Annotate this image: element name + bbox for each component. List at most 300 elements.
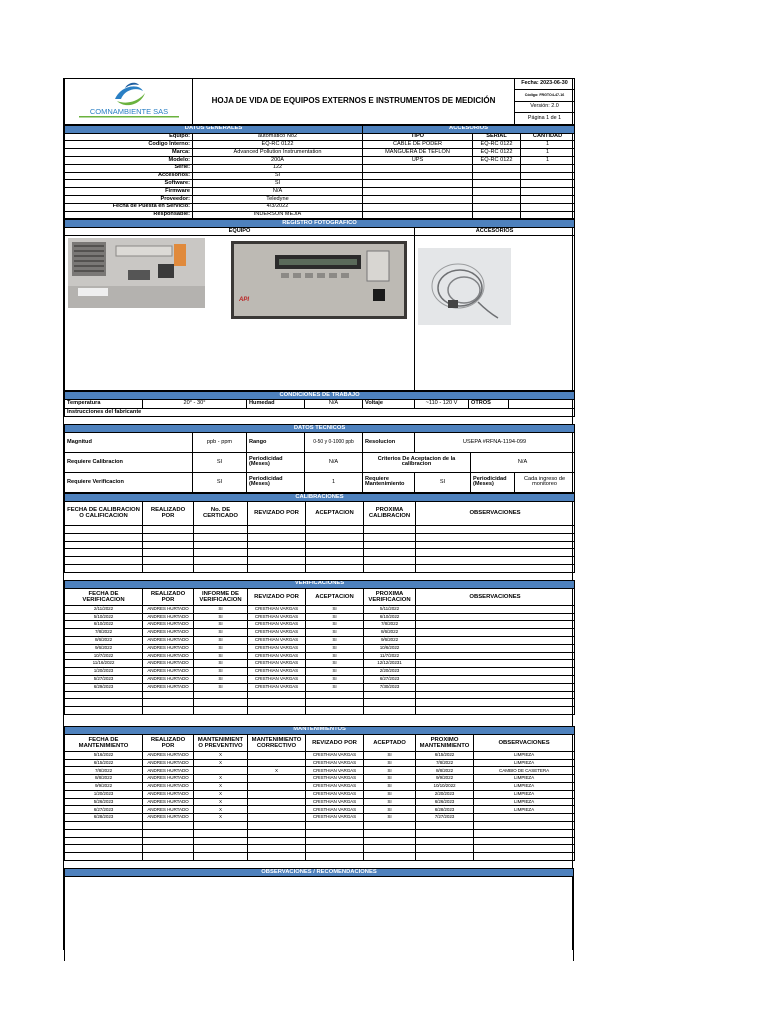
verification-cell	[416, 668, 575, 676]
requires-verification-value: SI	[193, 472, 247, 492]
maintenance-cell: ANDRES HURTADO	[143, 767, 194, 775]
accessory-cell	[473, 203, 521, 211]
verification-row	[65, 683, 575, 691]
verification-cell	[416, 683, 575, 691]
calibration-row	[65, 564, 575, 572]
calibration-row	[65, 533, 575, 541]
technical-data-table	[64, 424, 575, 493]
calibration-cell	[194, 557, 248, 565]
general-data-row	[65, 133, 575, 141]
general-data-row	[65, 172, 575, 180]
verification-cell: SI	[194, 668, 248, 676]
field-label: Codigo Interno:	[65, 141, 193, 149]
calibration-cell	[248, 549, 306, 557]
verification-cell	[416, 629, 575, 637]
maintenance-cell	[474, 829, 575, 837]
verification-header: REALIZADO POR	[143, 588, 194, 605]
maintenance-cell: CRISTHIAN VARGAS	[306, 798, 364, 806]
calibration-period-label: Periodicidad (Meses)	[247, 452, 305, 472]
verification-cell	[65, 691, 143, 699]
verification-cell: ANDRES HURTADO	[143, 605, 194, 613]
verification-cell: SI	[194, 652, 248, 660]
accessory-cell	[473, 164, 521, 172]
verification-cell	[65, 699, 143, 707]
verification-cell	[364, 699, 416, 707]
verification-header: OBSERVACIONES	[416, 588, 575, 605]
accessory-cell	[521, 211, 575, 219]
calibration-cell	[364, 541, 416, 549]
accessory-cell: UPS	[363, 156, 473, 164]
field-value: N/A	[193, 188, 363, 196]
maintenance-cell	[416, 845, 474, 853]
verification-row	[65, 605, 575, 613]
verification-cell: SI	[306, 613, 364, 621]
photo-accesorios-label: ACCESORIOS	[415, 228, 575, 236]
accessory-cell: EQ-RC 0122	[473, 156, 521, 164]
verification-cell: 8/6/2022	[364, 629, 416, 637]
calibration-header: REALIZADO POR	[143, 501, 194, 525]
maintenance-cell: LIMPIEZA	[474, 798, 575, 806]
maintenance-cell	[194, 767, 248, 775]
verification-cell	[416, 675, 575, 683]
maintenance-cell: 9/9/2022	[416, 775, 474, 783]
field-label: Software:	[65, 180, 193, 188]
verification-cell: 9/6/2022	[65, 644, 143, 652]
maintenance-cell: LIMPIEZA	[474, 806, 575, 814]
accessory-cell	[521, 188, 575, 196]
maintenance-cell: SI	[364, 751, 416, 759]
maintenance-cell: 6/27/2023	[65, 806, 143, 814]
maintenance-cell: 10/10/2022	[416, 783, 474, 791]
verification-cell: 5/11/2022	[364, 605, 416, 613]
verification-cell: 11/7/2022	[364, 652, 416, 660]
calibration-cell	[416, 541, 575, 549]
verification-cell: 7/8/2022	[364, 621, 416, 629]
maintenance-cell: CRISTHIAN VARGAS	[306, 767, 364, 775]
accessory-cell: MANGUERA DE TEFLON	[363, 149, 473, 157]
verification-row	[65, 621, 575, 629]
document-title: HOJA DE VIDA DE EQUIPOS EXTERNOS E INSTRUMENTOS DE MEDICIÓN	[193, 79, 515, 125]
maintenance-cell: 5/26/2023	[65, 798, 143, 806]
general-data-row	[65, 141, 575, 149]
maintenance-cell	[248, 759, 306, 767]
calibration-cell	[194, 525, 248, 533]
verification-cell: CRISTHIAN VARGAS	[248, 629, 306, 637]
maintenance-cell	[364, 853, 416, 861]
maintenance-cell	[143, 829, 194, 837]
calibration-cell	[143, 557, 194, 565]
requires-calibration-value: SI	[193, 452, 247, 472]
verification-cell	[416, 644, 575, 652]
verification-cell	[364, 707, 416, 715]
verification-row	[65, 707, 575, 715]
maintenance-cell: SI	[364, 806, 416, 814]
work-conditions-table	[64, 391, 575, 417]
maintenance-cell: CRISTHIAN VARGAS	[306, 759, 364, 767]
equipment-front-photo	[231, 241, 407, 319]
verification-cell: CRISTHIAN VARGAS	[248, 652, 306, 660]
maintenance-header: REVIZADO POR	[306, 734, 364, 751]
verification-cell: 1/20/2023	[65, 668, 143, 676]
maintenance-cell: CRISTHIAN VARGAS	[306, 806, 364, 814]
maintenance-cell: 7/27/2023	[416, 814, 474, 822]
maintenance-cell: 7/8/2022	[416, 759, 474, 767]
calibration-cell	[306, 564, 364, 572]
verification-cell: CRISTHIAN VARGAS	[248, 621, 306, 629]
calibration-row	[65, 525, 575, 533]
verification-cell: 6/10/2022	[65, 621, 143, 629]
verification-row	[65, 636, 575, 644]
field-value: automatico No2	[193, 133, 363, 141]
maintenance-cell	[364, 837, 416, 845]
maintenance-cell	[194, 845, 248, 853]
verification-cell: SI	[194, 629, 248, 637]
verification-cell: SI	[194, 605, 248, 613]
general-data-row	[65, 203, 575, 211]
requires-maintenance-label: Requiere Mantenimiento	[363, 472, 415, 492]
verification-cell: SI	[306, 652, 364, 660]
calibration-cell	[364, 525, 416, 533]
maintenance-cell: ANDRES HURTADO	[143, 759, 194, 767]
company-name: COMNAMBIENTE SAS	[89, 107, 168, 116]
maintenance-cell: ANDRES HURTADO	[143, 798, 194, 806]
maintenance-cell: 1/20/2023	[65, 790, 143, 798]
accessory-cell: 1	[521, 141, 575, 149]
maintenance-cell: X	[194, 783, 248, 791]
verification-cell: ANDRES HURTADO	[143, 629, 194, 637]
maintenance-header: REALIZADO POR	[143, 734, 194, 751]
maintenance-row	[65, 767, 575, 775]
maintenance-cell	[306, 853, 364, 861]
verification-cell	[143, 699, 194, 707]
verification-cell: SI	[306, 683, 364, 691]
maintenance-row	[65, 845, 575, 853]
maintenance-cell: LIMPIEZA	[474, 759, 575, 767]
maintenance-cell: ANDRES HURTADO	[143, 790, 194, 798]
verification-cell: CRISTHIAN VARGAS	[248, 636, 306, 644]
verification-cell: ANDRES HURTADO	[143, 644, 194, 652]
calibration-cell	[194, 541, 248, 549]
field-label: Fecha de Puesta en Servicio:	[65, 203, 193, 211]
maintenance-cell	[416, 837, 474, 845]
maintenance-cell: 8/8/2022	[416, 767, 474, 775]
maintenance-cell: 2/20/2023	[416, 790, 474, 798]
maintenance-cell	[364, 845, 416, 853]
field-value: 200A	[193, 156, 363, 164]
verification-cell: SI	[194, 675, 248, 683]
verification-cell: ANDRES HURTADO	[143, 621, 194, 629]
magnitude-value: ppb - ppm	[193, 432, 247, 452]
calibration-row	[65, 549, 575, 557]
calibration-cell	[65, 549, 143, 557]
verification-row	[65, 629, 575, 637]
verification-period-label: Periodicidad (Meses)	[247, 472, 305, 492]
maintenance-cell: 8/8/2022	[65, 775, 143, 783]
verification-cell	[416, 621, 575, 629]
maintenance-cell	[65, 822, 143, 830]
maintenance-cell: SI	[364, 790, 416, 798]
maintenance-header: MANTENIMIENTO CORRECTIVO	[248, 734, 306, 751]
general-data-row	[65, 164, 575, 172]
calibration-header: ACEPTACION	[306, 501, 364, 525]
verification-cell: CRISTHIAN VARGAS	[248, 660, 306, 668]
verification-cell: SI	[306, 605, 364, 613]
field-value: INDERSON MEJIA	[193, 211, 363, 219]
verification-cell: 5/10/2022	[65, 613, 143, 621]
general-data-title: DATOS GENERALES	[65, 125, 363, 133]
general-data-row	[65, 156, 575, 164]
calibration-cell	[143, 549, 194, 557]
accessory-cell	[363, 211, 473, 219]
requires-calibration-label: Requiere Calibracion	[65, 452, 193, 472]
verification-cell	[364, 691, 416, 699]
verification-cell: SI	[306, 636, 364, 644]
equipment-photos-cell	[65, 236, 415, 391]
maintenance-cell: CAMBIO DE CASETERA	[474, 767, 575, 775]
maintenance-cell	[248, 822, 306, 830]
verification-cell	[416, 691, 575, 699]
calibration-cell	[364, 533, 416, 541]
calibration-row	[65, 541, 575, 549]
verification-row	[65, 644, 575, 652]
accessory-cell	[473, 180, 521, 188]
accessory-header: CANTIDAD	[521, 133, 575, 141]
calibration-period-value: N/A	[305, 452, 363, 472]
verification-cell	[416, 707, 575, 715]
calibration-cell	[416, 533, 575, 541]
equipment-record-sheet	[63, 78, 573, 950]
verification-cell: CRISTHIAN VARGAS	[248, 605, 306, 613]
maintenance-cell	[143, 837, 194, 845]
maintenance-cell: SI	[364, 775, 416, 783]
verification-header: REVIZADO POR	[248, 588, 306, 605]
verification-cell: CRISTHIAN VARGAS	[248, 644, 306, 652]
verification-cell: SI	[306, 621, 364, 629]
accessory-cell	[363, 188, 473, 196]
maintenance-cell: X	[194, 798, 248, 806]
observations-table	[64, 868, 574, 961]
maintenance-cell: ANDRES HURTADO	[143, 751, 194, 759]
verification-cell: ANDRES HURTADO	[143, 683, 194, 691]
verification-cell	[194, 707, 248, 715]
verification-cell: SI	[194, 644, 248, 652]
calibrations-table	[64, 493, 575, 573]
verification-cell: SI	[306, 629, 364, 637]
requires-verification-label: Requiere Verificacion	[65, 472, 193, 492]
doc-date: Fecha: 2023-06-30	[515, 79, 575, 90]
field-label: Modelo:	[65, 156, 193, 164]
maintenance-cell: X	[248, 767, 306, 775]
general-data-row	[65, 180, 575, 188]
calibration-header: OBSERVACIONES	[416, 501, 575, 525]
verification-row	[65, 699, 575, 707]
accessory-cell	[363, 180, 473, 188]
maintenance-cell	[306, 845, 364, 853]
general-data-row	[65, 195, 575, 203]
verification-cell: CRISTHIAN VARGAS	[248, 675, 306, 683]
maintenance-cell: ANDRES HURTADO	[143, 783, 194, 791]
maintenance-cell: SI	[364, 767, 416, 775]
general-data-row	[65, 211, 575, 219]
maintenance-cell: ANDRES HURTADO	[143, 806, 194, 814]
maintenance-cell: 6/28/2023	[416, 806, 474, 814]
accessory-cell	[521, 164, 575, 172]
maintenance-cell	[194, 853, 248, 861]
verification-row	[65, 668, 575, 676]
verification-cell	[416, 699, 575, 707]
verification-cell	[194, 699, 248, 707]
maintenance-row	[65, 822, 575, 830]
accessory-cell: CABLE DE PODER	[363, 141, 473, 149]
calibration-cell	[194, 533, 248, 541]
maintenance-row	[65, 790, 575, 798]
accessories-title: ACCESORIOS	[363, 125, 575, 133]
maintenance-cell: SI	[364, 814, 416, 822]
maintenance-cell	[65, 853, 143, 861]
verification-row	[65, 675, 575, 683]
verification-cell: ANDRES HURTADO	[143, 675, 194, 683]
calibration-cell	[65, 541, 143, 549]
verification-cell: SI	[194, 613, 248, 621]
calibration-cell	[143, 525, 194, 533]
maintenance-cell	[474, 853, 575, 861]
verification-cell: SI	[306, 668, 364, 676]
calibration-cell	[306, 525, 364, 533]
maintenance-cell	[65, 837, 143, 845]
header-table	[64, 78, 575, 125]
maintenance-cell	[143, 822, 194, 830]
maintenance-cell: LIMPIEZA	[474, 751, 575, 759]
maintenance-cell	[306, 829, 364, 837]
verification-cell: CRISTHIAN VARGAS	[248, 613, 306, 621]
maintenance-header: PROXIMO MANTENIMIENTO	[416, 734, 474, 751]
magnitude-label: Magnitud	[65, 432, 193, 452]
maintenance-row	[65, 806, 575, 814]
verification-cell: SI	[306, 675, 364, 683]
maintenance-cell: ANDRES HURTADO	[143, 814, 194, 822]
calibration-cell	[364, 557, 416, 565]
doc-page: Página 1 de 1	[515, 113, 575, 124]
maintenance-cell: SI	[364, 759, 416, 767]
verification-cell: 10/6/2022	[364, 644, 416, 652]
maintenance-cell	[248, 751, 306, 759]
maintenance-cell: X	[194, 814, 248, 822]
accessory-cell: EQ-RC 0122	[473, 141, 521, 149]
maintenance-cell	[143, 845, 194, 853]
calibration-cell	[416, 557, 575, 565]
maintenance-cell: LIMPIEZA	[474, 775, 575, 783]
verification-cell: 10/7/2022	[65, 652, 143, 660]
humidity-label: Humedad	[247, 400, 305, 409]
verification-period-value: 1	[305, 472, 363, 492]
calibration-cell	[65, 564, 143, 572]
verification-cell	[143, 691, 194, 699]
maintenance-cell: X	[194, 751, 248, 759]
equipment-back-photo	[68, 238, 205, 308]
company-logo-icon	[67, 79, 191, 121]
maintenance-cell: LIMPIEZA	[474, 783, 575, 791]
maintenance-cell	[306, 837, 364, 845]
maintenance-cell: CRISTHIAN VARGAS	[306, 751, 364, 759]
field-label: Firmware	[65, 188, 193, 196]
field-label: Serie:	[65, 164, 193, 172]
observations-title: OBSERVACIONES / RECOMENDACIONES	[65, 869, 574, 877]
maintenance-cell	[248, 829, 306, 837]
voltage-value: ~110 - 120 V	[415, 400, 469, 409]
accessory-cell	[473, 188, 521, 196]
maintenance-row	[65, 798, 575, 806]
maintenance-cell	[248, 837, 306, 845]
verification-cell: CRISTHIAN VARGAS	[248, 668, 306, 676]
verification-cell: SI	[306, 644, 364, 652]
verification-cell: 6/29/2023	[65, 683, 143, 691]
maintenance-cell	[364, 829, 416, 837]
photo-equipo-label: EQUIPO	[65, 228, 415, 236]
verification-header: ACEPTACION	[306, 588, 364, 605]
range-label: Rango	[247, 432, 305, 452]
observations-area[interactable]	[65, 877, 574, 961]
verification-cell: 7/8/2022	[65, 629, 143, 637]
accessory-cell: 1	[521, 149, 575, 157]
acceptance-criteria-value: N/A	[471, 452, 575, 472]
maintenance-header: MANTENIMIENT O PREVENTIVO	[194, 734, 248, 751]
verification-cell	[143, 707, 194, 715]
accessory-cell	[473, 172, 521, 180]
accessory-cell	[473, 211, 521, 219]
field-value: Teledyne	[193, 195, 363, 203]
humidity-value: N/A	[305, 400, 363, 409]
field-value: EQ-RC 0122	[193, 141, 363, 149]
verification-cell: SI	[194, 660, 248, 668]
calibration-cell	[416, 564, 575, 572]
photo-record-title: REGISTRO FOTOGRAFICO	[65, 220, 575, 228]
field-value: SI	[193, 172, 363, 180]
field-label: Proveedor:	[65, 195, 193, 203]
verification-cell	[306, 707, 364, 715]
verification-cell: ANDRES HURTADO	[143, 652, 194, 660]
doc-version: Versión: 2.0	[515, 101, 575, 112]
calibration-cell	[194, 564, 248, 572]
doc-code: Código: FRGTO4-47-16	[515, 90, 575, 101]
maintenance-row	[65, 853, 575, 861]
accessory-cell: EQ-RC 0122	[473, 149, 521, 157]
accessory-cell	[363, 164, 473, 172]
maintenance-cell: X	[194, 790, 248, 798]
verification-cell: 9/6/2022	[364, 636, 416, 644]
accessory-header: SERIAL	[473, 133, 521, 141]
maintenance-cell: 9/9/2022	[65, 783, 143, 791]
accessory-cell	[363, 195, 473, 203]
maintenance-header: OBSERVACIONES	[474, 734, 575, 751]
verification-cell	[248, 699, 306, 707]
verification-cell: 8/6/2022	[65, 636, 143, 644]
calibration-header: PROXIMA CALIBRACION	[364, 501, 416, 525]
maintenance-cell	[194, 837, 248, 845]
maintenance-cell	[248, 790, 306, 798]
calibration-cell	[306, 533, 364, 541]
maintenance-title: MANTENIMIENTOS	[65, 726, 575, 734]
maintenance-cell	[65, 845, 143, 853]
maintenance-row	[65, 751, 575, 759]
calibration-cell	[248, 564, 306, 572]
manufacturer-instructions: Instrucciones del fabricante	[65, 409, 575, 417]
verification-cell: 5/27/2023	[65, 675, 143, 683]
maintenance-row	[65, 814, 575, 822]
verification-cell: 6/27/2023	[364, 675, 416, 683]
calibration-cell	[248, 557, 306, 565]
calibration-header: REVIZADO POR	[248, 501, 306, 525]
accessory-cell	[363, 203, 473, 211]
